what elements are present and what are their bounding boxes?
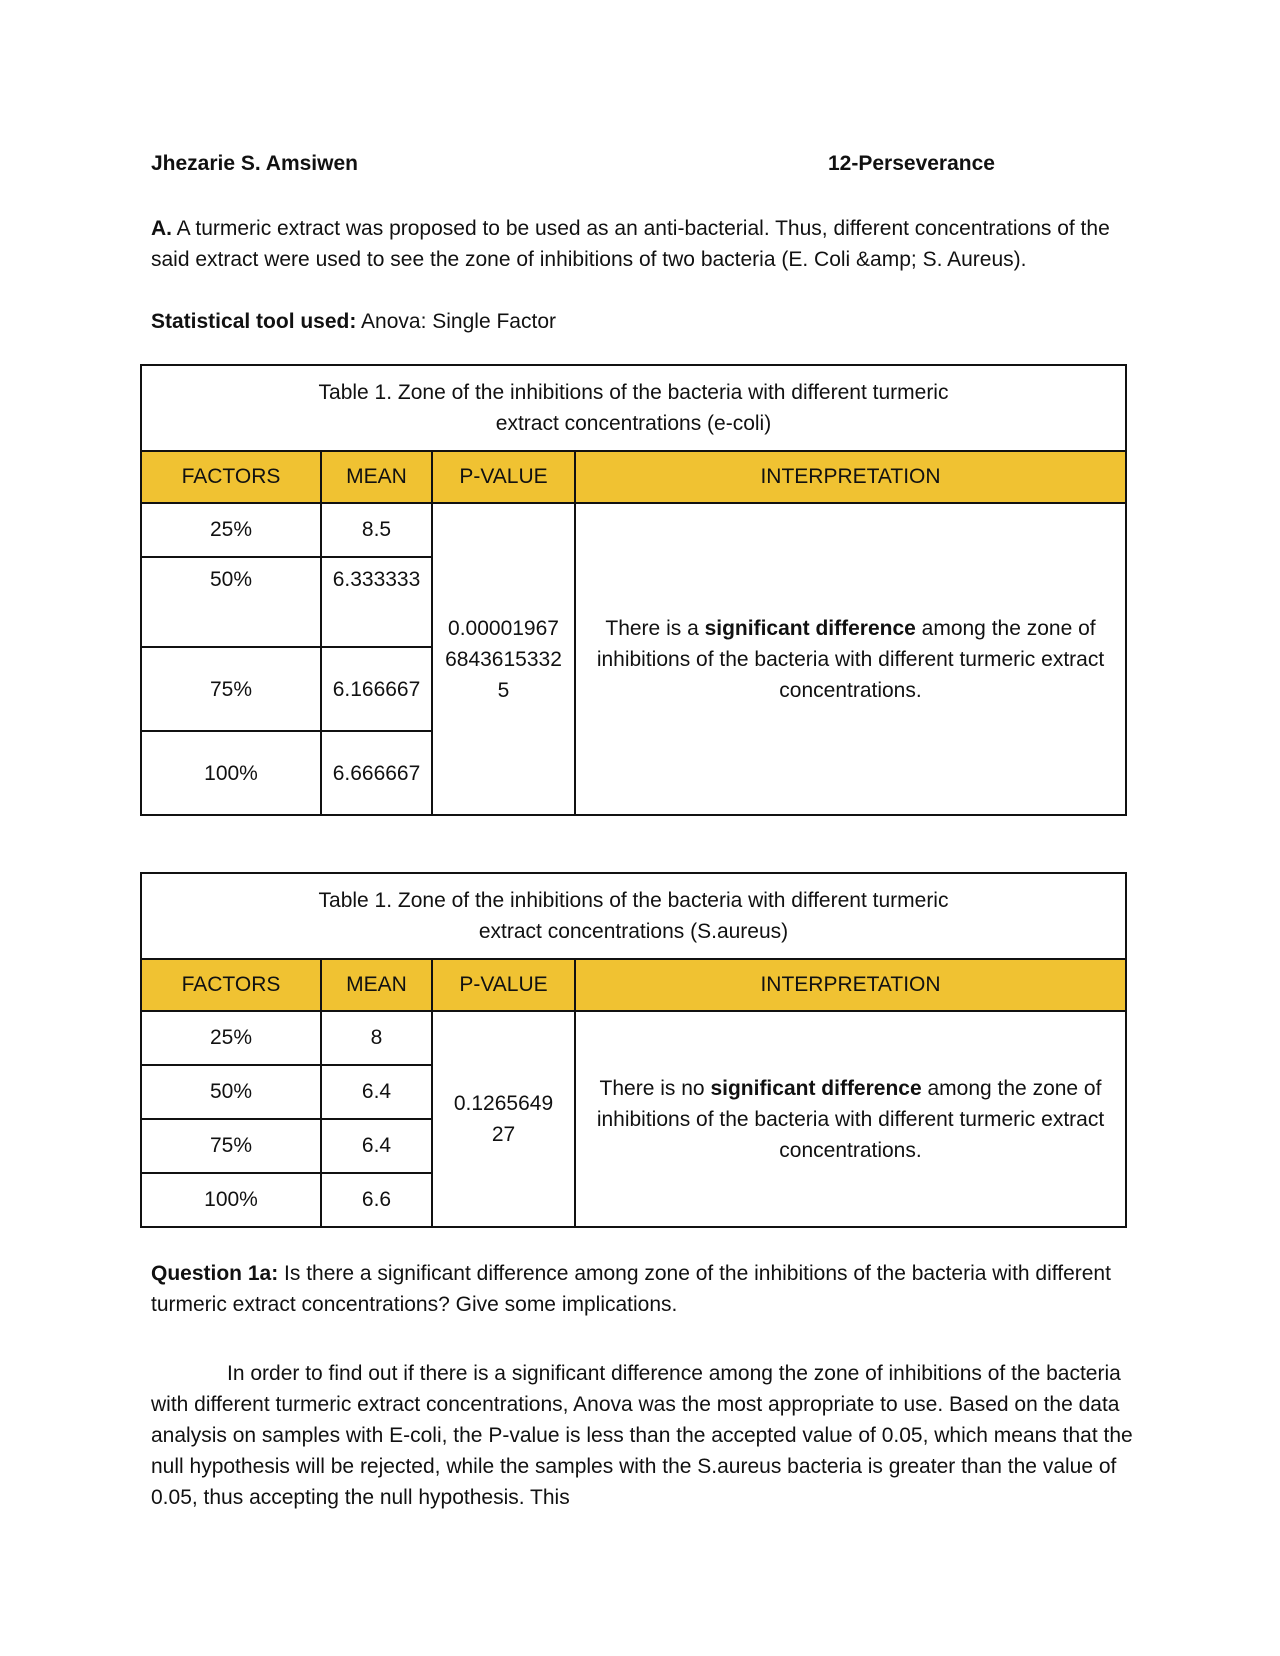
interpretation-pre: There is a [605,616,705,640]
intro-label: A. [151,217,172,240]
mean-cell: 6.6 [321,1173,432,1227]
table-caption [141,365,1126,451]
interpretation-post: among the zone of inhibitions of the bacteria with different turmeric extract concentrations. [596,616,1105,702]
answer-text: In order to find out if there is a significant difference among the zone of inhibitions of the bacteria with different turmeric extract concentrations, Anova was the most appropriate to use. Based on the data analysis on samples with E-coli, the P-value is less than the accepted value of 0.05, which means that the null hypothesis will be rejected, while the samples with the S.aureus bacteria is greater than the value of 0.05, thus accepting the null hypothesis. This [151,1362,1133,1509]
intro-paragraph [151,213,1141,275]
column-header-interpretation: INTERPRETATION [575,959,1126,1011]
column-header-factors: FACTORS [141,959,321,1011]
tool-label: Statistical tool used: [151,310,357,333]
interpretation-post: among the zone of inhibitions of the bacteria with different turmeric extract concentrations. [596,1076,1105,1162]
column-header-factors: FACTORS [141,451,321,503]
p-value-text: 0.0000196768436153325 [445,616,562,702]
statistical-tool-line [151,306,1141,337]
p-value-cell [432,503,575,815]
student-name: Jhezarie S. Amsiwen [151,152,358,175]
section-name: 12-Perseverance [828,152,995,175]
table-row [141,1011,1126,1065]
interpretation-bold: significant difference [704,616,916,640]
factor-cell: 75% [141,1119,321,1173]
factor-cell: 100% [141,731,321,815]
factor-cell: 25% [141,503,321,557]
factor-cell: 50% [141,1065,321,1119]
question-1a [151,1258,1141,1320]
ecoli-table [140,364,1127,816]
caption-line-2: extract concentrations (S.aureus) [478,920,789,943]
factor-cell: 75% [141,647,321,731]
mean-cell: 6.4 [321,1065,432,1119]
column-header-mean: MEAN [321,451,432,503]
tool-value: Anova: Single Factor [356,310,556,333]
factor-cell: 100% [141,1173,321,1227]
mean-text: 6.166667 [332,677,421,701]
factor-cell: 25% [141,1011,321,1065]
mean-text: 6.333333 [332,568,421,591]
column-header-interpretation: INTERPRETATION [575,451,1126,503]
factor-cell: 50% [141,557,321,647]
intro-text: A turmeric extract was proposed to be used as an anti-bacterial. Thus, different concentrations of the said extract were used to see the zone of inhibitions of two bacteria (E. Coli &amp; S. Aureus). [151,217,1110,271]
interpretation-pre: There is no [599,1076,711,1100]
column-header-p-value: P-VALUE [432,451,575,503]
column-header-p-value: P-VALUE [432,959,575,1011]
table-header-row [141,451,1126,503]
question-text: Is there a significant difference among zone of the inhibitions of the bacteria with different turmeric extract concentrations? Give some implications. [151,1262,1111,1316]
p-value-text: 0.126564927 [453,1092,554,1146]
caption-line-2: extract concentrations (e-coli) [495,412,772,435]
caption-line-1: Table 1. Zone of the inhibitions of the bacteria with different turmeric [318,889,949,912]
answer-paragraph [151,1358,1141,1513]
table-caption [141,873,1126,959]
saureus-table [140,872,1127,1228]
question-label: Question 1a: [151,1262,279,1285]
interpretation-cell [575,1011,1126,1227]
mean-cell: 8 [321,1011,432,1065]
mean-cell: 8.5 [321,503,432,557]
interpretation-bold: significant difference [710,1076,922,1100]
interpretation-cell [575,503,1126,815]
caption-line-1: Table 1. Zone of the inhibitions of the bacteria with different turmeric [318,381,949,404]
table-row [141,503,1126,557]
column-header-mean: MEAN [321,959,432,1011]
table-header-row [141,959,1126,1011]
mean-cell [321,731,432,815]
mean-cell [321,647,432,731]
mean-cell [321,557,432,647]
p-value-cell [432,1011,575,1227]
mean-text: 6.666667 [332,761,421,785]
mean-cell: 6.4 [321,1119,432,1173]
